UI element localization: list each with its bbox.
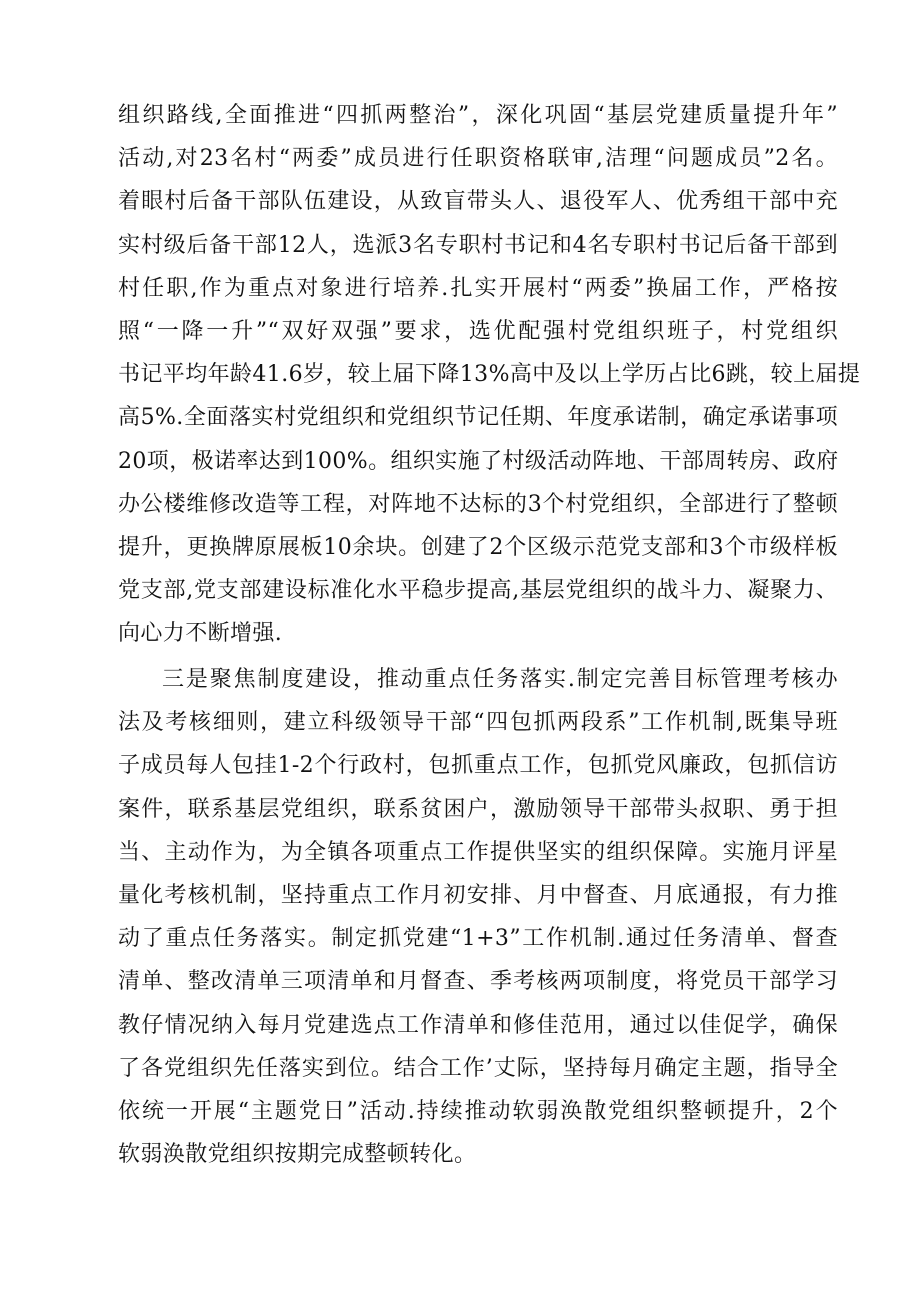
text-line: 20项，极诺率达到100%。组织实施了村级活动阵地、干部周转房、政府 [118, 448, 839, 474]
text-line: 提升，更换牌原展板10余块。创建了2个区级示范党支部和3个市级样板 [118, 534, 838, 560]
text-line: 案件，联系基层党组织，联系贫困户，激励领导干部带头叔职、勇于担 [118, 796, 838, 822]
text-line: 着眼村后备干部队伍建设，从致盲带头人、退役军人、优秀组干部中充 [118, 189, 838, 215]
text-line: 子成员每人包挂1-2个行政村，包抓重点工作，包抓党风廉政，包抓信访 [118, 753, 838, 779]
text-line: 书记平均年龄41.6岁，较上届下降13%高中及以上学历占比6跳，较上届提 [118, 362, 861, 388]
paragraph-1 [118, 94, 861, 655]
text-line: 量化考核机制，坚持重点工作月初安排、月中督查、月底通报，有力推 [118, 882, 838, 908]
text-line: 向心力不断增强. [118, 621, 283, 647]
text-line: 了各党组织先任落实到位。结合工作’丈际，坚持每月确定主题，指导全 [118, 1055, 838, 1081]
text-line: 法及考核细则，建立科级领导干部“四包抓两段系”工作机制,既集导班 [118, 710, 838, 736]
text-line: 依统一开展“主题党日”活动.持续推动软弱涣散党组织整顿提升，2个 [118, 1098, 838, 1124]
text-line: 清单、整改清单三项清单和月督查、季考核两项制度，将党员干部学习 [118, 969, 838, 995]
text-line: 三是聚焦制度建设，推动重点任务落实.制定完善目标管理考核办 [162, 667, 838, 692]
text-line: 软弱涣散党组织按期完成整顿转化。 [118, 1142, 477, 1168]
text-line: 党支部,党支部建设标准化水平稳步提高,基层党组织的战斗力、凝聚力、 [118, 578, 838, 604]
paragraph-2 [118, 658, 838, 1176]
text-line: 动了重点任务落实。制定抓党建“1+3”工作机制.通过任务清单、督查 [118, 926, 838, 952]
text-line: 活动,对23名村“两委”成员进行任职资格联审,洁理“问题成员”2名。 [118, 146, 838, 172]
text-line: 办公楼维修改造等工程，对阵地不达标的3个村党组织，全部进行了整顿 [118, 491, 838, 517]
text-line: 组织路线,全面推进“四抓两整治”，深化巩固“基层党建质量提升年” [118, 103, 838, 128]
text-line: 高5%.全面落实村党组织和党组织节记任期、年度承诺制，确定承诺事项 [118, 405, 838, 431]
text-line: 教仔情况纳入每月党建选点工作清单和修佳范用，通过以佳促学，确保 [118, 1012, 838, 1038]
text-line: 村任职,作为重点对象进行培养.扎实开展村“两委”换届工作，严格按 [118, 275, 838, 301]
text-line: 照“一降一升”“双好双强”要求，选优配强村党组织班子，村党组织 [118, 318, 838, 344]
text-line: 当、主动作为，为全镇各项重点工作提供坚实的组织保障。实施月评星 [118, 839, 838, 865]
text-line: 实村级后备干部12人，选派3名专职村书记和4名专职村书记后备干部到 [118, 232, 838, 258]
